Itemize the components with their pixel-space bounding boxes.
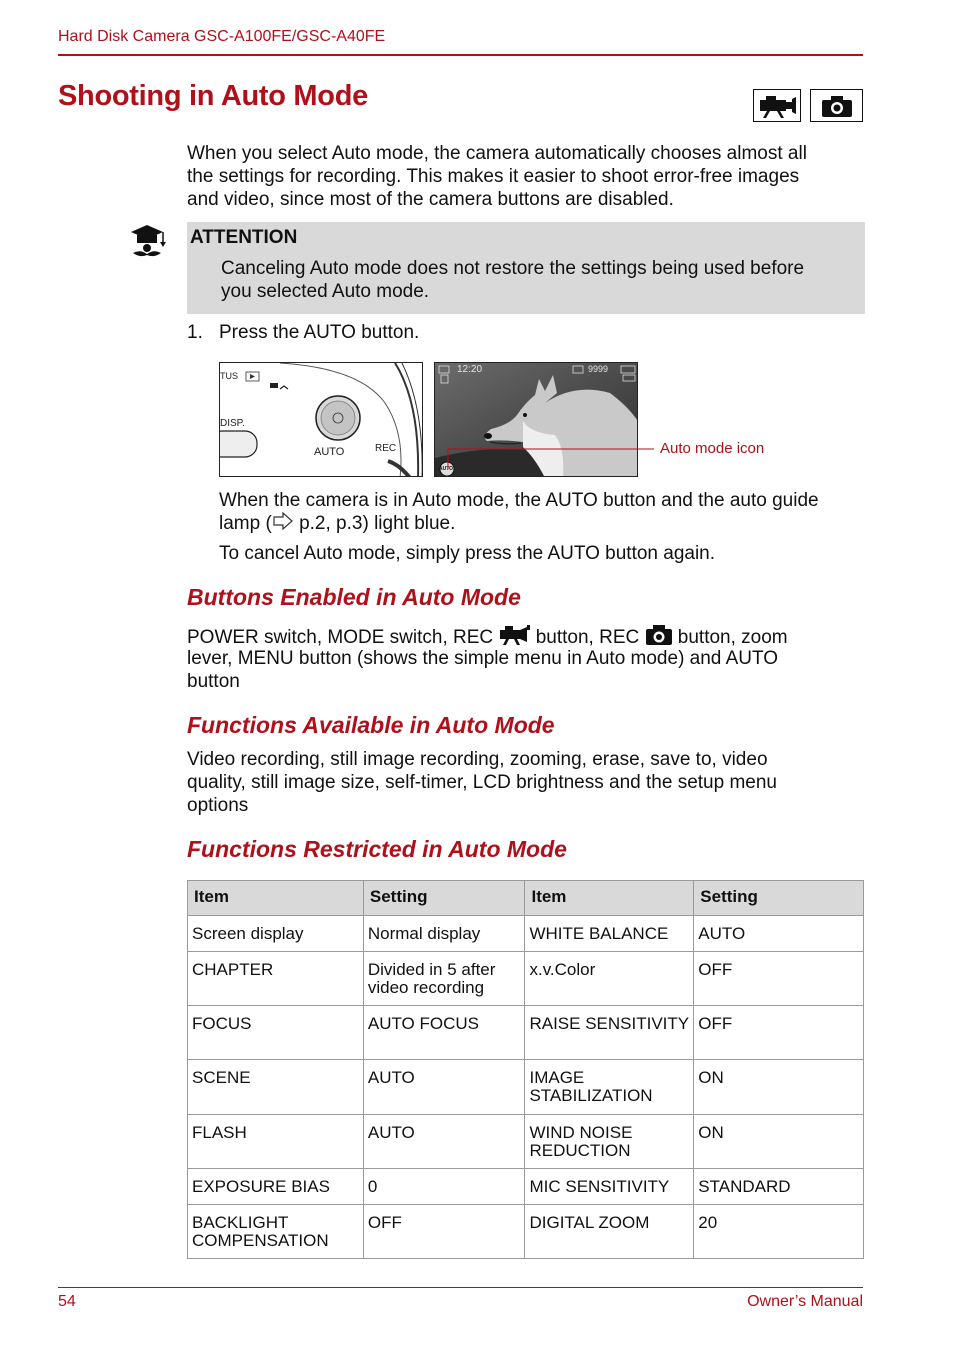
table-cell: AUTO [363,1115,525,1169]
footer-rule [58,1287,863,1288]
attention-icon [130,224,168,265]
table-cell: IMAGE STABILIZATION [525,1060,694,1115]
lamp-text-pre: lamp ( [219,513,272,535]
table-cell: SCENE [188,1060,364,1115]
heading-buttons-enabled: Buttons Enabled in Auto Mode [187,584,521,610]
camera-label-disp: DISP. [220,418,245,429]
buttons-line-3: button [187,671,240,692]
table-cell: 0 [363,1169,525,1205]
table-cell: AUTO [694,916,864,952]
table-header: Setting [363,881,525,916]
attention-title: ATTENTION [190,227,298,248]
table-cell: x.v.Color [525,952,694,1006]
table-header: Item [188,881,364,916]
table-cell: 20 [694,1205,864,1259]
table-cell: ON [694,1060,864,1115]
table-cell: WHITE BALANCE [525,916,694,952]
table-header: Item [525,881,694,916]
table-cell: OFF [694,1006,864,1060]
table-row [188,916,864,952]
lcd-time: 12:20 [457,364,483,375]
video-camera-icon [753,89,801,122]
functions-line-2: quality, still image size, self-timer, LCD brightness and the setup menu [187,772,777,793]
camera-label-auto: AUTO [314,446,345,458]
functions-line-3: options [187,795,249,816]
table-cell: WIND NOISE REDUCTION [525,1115,694,1169]
table-cell: Normal display [363,916,525,952]
intro-line-3: and video, since most of the camera buttons are disabled. [187,189,674,210]
table-row [188,1060,864,1115]
table-cell: STANDARD [694,1169,864,1205]
table-cell: AUTO [363,1060,525,1115]
table-cell: CHAPTER [188,952,364,1006]
table-cell: ON [694,1115,864,1169]
auto-mode-line-1: When the camera is in Auto mode, the AUTO button and the auto guide [219,490,819,511]
running-head: Hard Disk Camera GSC-A100FE/GSC-A40FE [58,28,386,45]
table-cell: Divided in 5 after video recording [363,952,525,1006]
buttons-text-a: POWER switch, MODE switch, REC [187,627,494,648]
step-text: Press the AUTO button. [219,322,420,343]
buttons-text-b: button, REC [535,627,640,648]
table-row [188,952,864,1006]
table-cell: MIC SENSITIVITY [525,1169,694,1205]
callout-line [440,440,660,470]
buttons-text-c: button, zoom [677,627,788,648]
table-cell: AUTO FOCUS [363,1006,525,1060]
step-number: 1. [187,322,203,343]
auto-mode-line-2 [219,512,455,536]
attention-line-2: you selected Auto mode. [221,281,430,302]
camera-label-rec: REC [375,443,397,454]
intro-line-1: When you select Auto mode, the camera automatically chooses almost all [187,143,807,164]
table-cell: RAISE SENSITIVITY [525,1006,694,1060]
header-rule [58,54,863,56]
functions-line-1: Video recording, still image recording, zooming, erase, save to, video [187,749,768,770]
table-cell: EXPOSURE BIAS [188,1169,364,1205]
table-cell: BACKLIGHT COMPENSATION [188,1205,364,1259]
table-row [188,1006,864,1060]
lcd-auto-mode-icon: AUTO [439,466,454,472]
buttons-line-2: lever, MENU button (shows the simple menu in Auto mode) and AUTO [187,648,779,669]
lcd-count: 9999 [588,364,609,374]
heading-functions-restricted: Functions Restricted in Auto Mode [187,836,567,862]
lamp-text-post: p.2, p.3) light blue. [293,513,456,535]
table-row [188,1169,864,1205]
restricted-settings-table [187,880,864,1259]
table-cell: DIGITAL ZOOM [525,1205,694,1259]
page-number: 54 [58,1293,76,1310]
intro-line-2: the settings for recording. This makes it easier to shoot error-free images [187,166,800,187]
manual-name: Owner’s Manual [747,1293,863,1310]
auto-mode-icon-label: Auto mode icon [660,440,765,457]
table-row [188,1205,864,1259]
heading-functions-available: Functions Available in Auto Mode [187,712,555,738]
table-cell: FLASH [188,1115,364,1169]
reference-arrow-icon [272,512,294,536]
attention-line-1: Canceling Auto mode does not restore the settings being used before [221,258,805,279]
still-camera-icon [810,89,863,122]
camera-label-tus: TUS [220,371,238,381]
table-header-row [188,881,864,916]
table-cell: OFF [363,1205,525,1259]
table-cell: Screen display [188,916,364,952]
table-cell: OFF [694,952,864,1006]
page-title: Shooting in Auto Mode [58,80,368,112]
camera-button-illustration [219,362,423,477]
table-header: Setting [694,881,864,916]
cancel-auto-line: To cancel Auto mode, simply press the AUTO button again. [219,543,716,564]
table-cell: FOCUS [188,1006,364,1060]
table-row [188,1115,864,1169]
